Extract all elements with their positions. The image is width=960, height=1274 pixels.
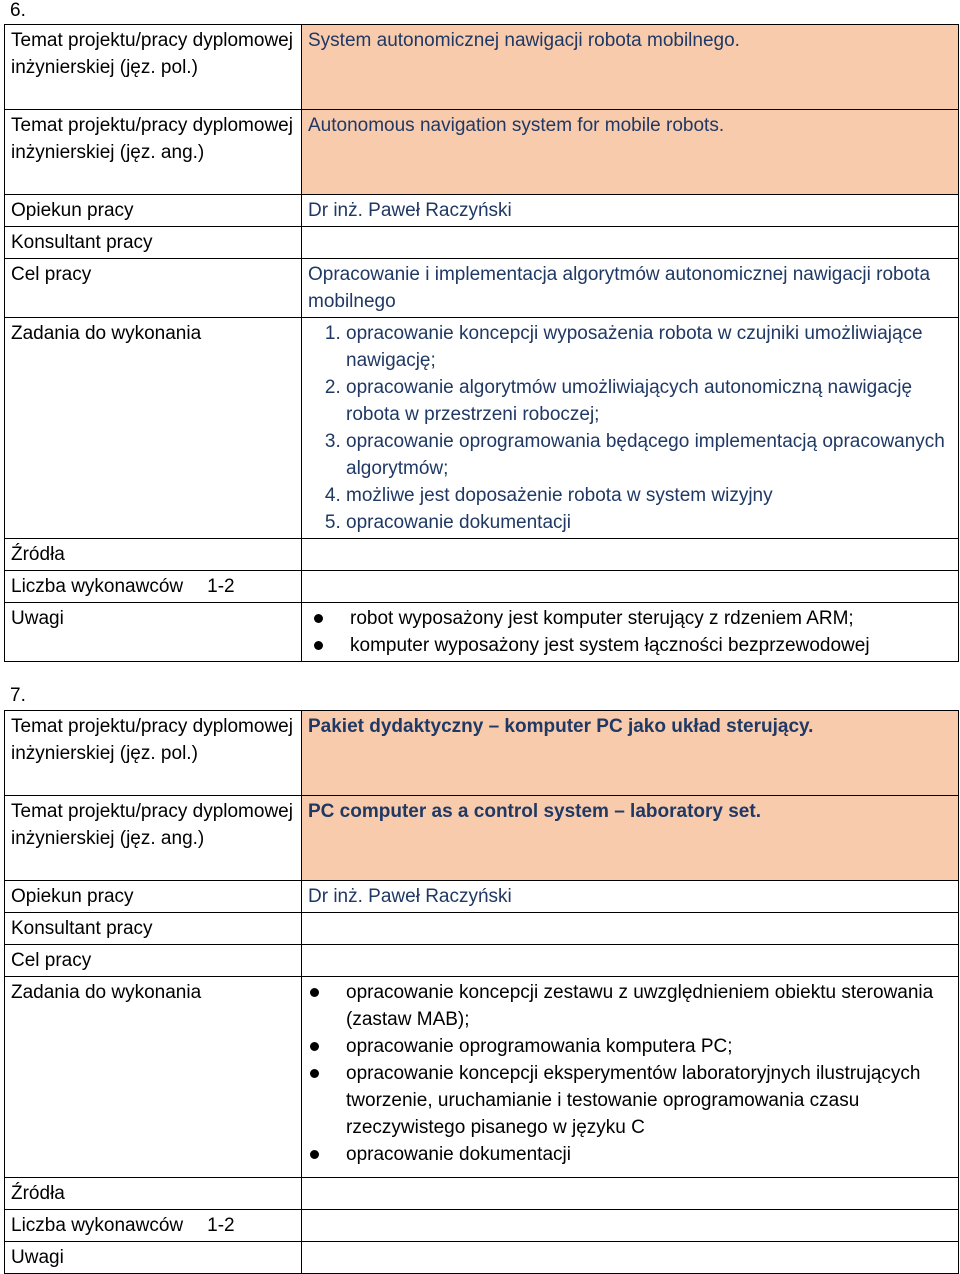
row-goal bbox=[5, 259, 959, 318]
list-item: opracowanie dokumentacji bbox=[328, 1141, 954, 1168]
list-item: 4. możliwe jest doposażenie robota w system wizyjny bbox=[346, 482, 954, 509]
label-notes: Uwagi bbox=[5, 1242, 302, 1274]
label-sources: Źródła bbox=[5, 1178, 302, 1210]
row-topic-pl bbox=[5, 25, 959, 110]
label-count-text: Liczba wykonawców bbox=[11, 576, 184, 597]
row-supervisor bbox=[5, 195, 959, 227]
value-notes bbox=[302, 1242, 959, 1274]
row-sources bbox=[5, 539, 959, 571]
row-notes bbox=[5, 1242, 959, 1274]
row-tasks bbox=[5, 977, 959, 1178]
list-item: opracowanie koncepcji eksperymentów laboratoryjnych ilustrujących tworzenie, uruchamianie i testowanie oprogramowania czasu rzeczywistego pisanego w języku C bbox=[328, 1060, 954, 1141]
row-topic-en bbox=[5, 110, 959, 195]
value-supervisor: Dr inż. Paweł Raczyński bbox=[302, 195, 959, 227]
project-number: 6. bbox=[10, 0, 26, 21]
label-tasks: Zadania do wykonania bbox=[5, 318, 302, 539]
value-supervisor: Dr inż. Paweł Raczyński bbox=[302, 881, 959, 913]
value-sources bbox=[302, 1178, 959, 1210]
label-sources: Źródła bbox=[5, 539, 302, 571]
label-notes: Uwagi bbox=[5, 603, 302, 662]
value-consultant bbox=[302, 227, 959, 259]
row-consultant bbox=[5, 913, 959, 945]
label-consultant: Konsultant pracy bbox=[5, 913, 302, 945]
value-sources bbox=[302, 539, 959, 571]
row-count bbox=[5, 1210, 959, 1242]
label-supervisor: Opiekun pracy bbox=[5, 195, 302, 227]
value-goal bbox=[302, 945, 959, 977]
project-table-7 bbox=[4, 710, 959, 1274]
task-list bbox=[308, 320, 954, 536]
value-topic-en: Autonomous navigation system for mobile robots. bbox=[302, 110, 959, 195]
value-notes bbox=[302, 603, 959, 662]
value-topic-pl: System autonomicznej nawigacji robota mobilnego. bbox=[302, 25, 959, 110]
row-consultant bbox=[5, 227, 959, 259]
label-count bbox=[5, 571, 302, 603]
value-count-cell bbox=[302, 571, 959, 603]
value-count: 1-2 bbox=[207, 1215, 235, 1236]
value-goal: Opracowanie i implementacja algorytmów autonomicznej nawigacji robota mobilnego bbox=[302, 259, 959, 318]
label-tasks: Zadania do wykonania bbox=[5, 977, 302, 1178]
list-item: 1. opracowanie koncepcji wyposażenia robota w czujniki umożliwiające nawigację; bbox=[346, 320, 954, 374]
label-topic-pl: Temat projektu/pracy dyplomowej inżynierskiej (jęz. pol.) bbox=[5, 711, 302, 796]
value-count: 1-2 bbox=[207, 576, 235, 597]
label-goal: Cel pracy bbox=[5, 259, 302, 318]
row-topic-pl bbox=[5, 711, 959, 796]
list-item: robot wyposażony jest komputer sterujący z rdzeniem ARM; bbox=[332, 605, 954, 632]
row-topic-en bbox=[5, 796, 959, 881]
row-tasks bbox=[5, 318, 959, 539]
value-count-cell bbox=[302, 1210, 959, 1242]
task-list bbox=[308, 979, 954, 1168]
value-tasks bbox=[302, 318, 959, 539]
list-item: 3. opracowanie oprogramowania będącego implementacją opracowanych algorytmów; bbox=[346, 428, 954, 482]
value-tasks bbox=[302, 977, 959, 1178]
list-item: komputer wyposażony jest system łączności bezprzewodowej bbox=[332, 632, 954, 659]
value-topic-en: PC computer as a control system – laboratory set. bbox=[302, 796, 959, 881]
label-count bbox=[5, 1210, 302, 1242]
notes-list bbox=[308, 605, 954, 659]
value-topic-pl: Pakiet dydaktyczny – komputer PC jako układ sterujący. bbox=[302, 711, 959, 796]
list-item: 5. opracowanie dokumentacji bbox=[346, 509, 954, 536]
row-supervisor bbox=[5, 881, 959, 913]
row-goal bbox=[5, 945, 959, 977]
list-item: opracowanie koncepcji zestawu z uwzględnieniem obiektu sterowania (zastaw MAB); bbox=[328, 979, 954, 1033]
label-count-text: Liczba wykonawców bbox=[11, 1215, 184, 1236]
label-topic-pl: Temat projektu/pracy dyplomowej inżynierskiej (jęz. pol.) bbox=[5, 25, 302, 110]
label-consultant: Konsultant pracy bbox=[5, 227, 302, 259]
label-topic-en: Temat projektu/pracy dyplomowej inżynierskiej (jęz. ang.) bbox=[5, 110, 302, 195]
value-consultant bbox=[302, 913, 959, 945]
list-item: 2. opracowanie algorytmów umożliwiających autonomiczną nawigację robota w przestrzeni roboczej; bbox=[346, 374, 954, 428]
project-number: 7. bbox=[10, 685, 26, 706]
label-topic-en: Temat projektu/pracy dyplomowej inżynierskiej (jęz. ang.) bbox=[5, 796, 302, 881]
list-item: opracowanie oprogramowania komputera PC; bbox=[328, 1033, 954, 1060]
project-table-6 bbox=[4, 24, 959, 662]
row-sources bbox=[5, 1178, 959, 1210]
row-notes bbox=[5, 603, 959, 662]
label-supervisor: Opiekun pracy bbox=[5, 881, 302, 913]
row-count bbox=[5, 571, 959, 603]
label-goal: Cel pracy bbox=[5, 945, 302, 977]
